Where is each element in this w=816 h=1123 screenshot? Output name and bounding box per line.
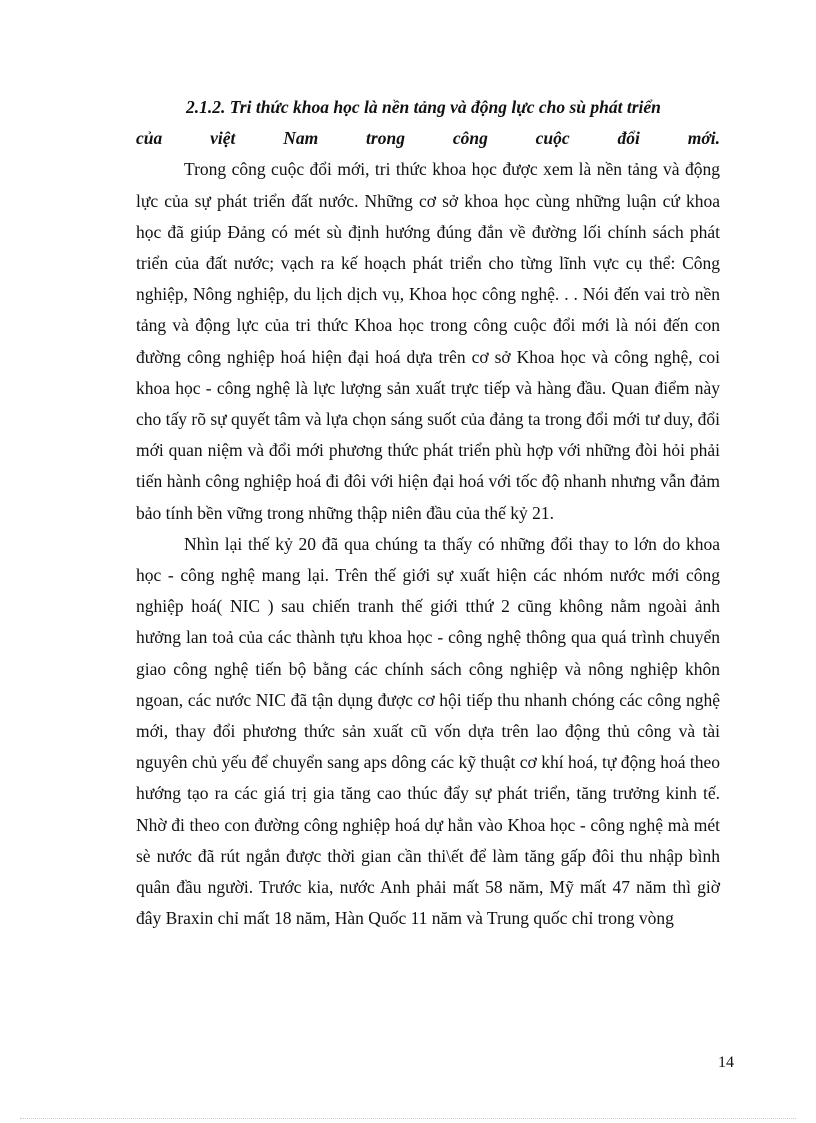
paragraph-1: Trong công cuộc đổi mới, tri thức khoa học được xem là nền tảng và động lực của sự phát triển đất nước. Những cơ sở khoa học cùng những luận cứ khoa học đã giúp Đảng có mét sù định hướng đúng đắn về đường lối chính sách phát triển của đất nước; vạch ra kế hoạch phát triển cho từng lĩnh vực cụ thể: Công nghiệp, Nông nghiệp, du lịch dịch vụ, Khoa học công nghệ. . . Nói đến vai trò nền tảng và động lực của tri thức Khoa học trong công cuộc đổi mới là nói đến con đường công nghiệp hoá hiện đại hoá dựa trên cơ sở Khoa học và công nghệ, coi khoa học - công nghệ là lực lượng sản xuất trực tiếp và hàng đầu. Quan điểm này cho tấy rõ sự quyết tâm và lựa chọn sáng suốt của đảng ta trong đổi mới tư duy, đổi mới quan niệm và đổi mới phương thức phát triển phù hợp với những đòi hỏi phải tiến hành công nghiệp hoá đi đôi với hiện đại hoá với tốc độ nhanh nhưng vẫn đảm bảo tính bền vững trong những thập niên đầu của thế kỷ 21. xyxy=(136,159,720,523)
footer-divider xyxy=(20,1118,796,1119)
page-number: 14 xyxy=(718,1054,734,1071)
section-heading-line-1: 2.1.2. Tri thức khoa học là nền tảng và động lực cho sù phát triển xyxy=(186,97,661,117)
body-text xyxy=(136,92,720,934)
section-heading-line-2: của việt Nam trong công cuộc đổi mới. xyxy=(136,128,720,149)
paragraph-2: Nhìn lại thế kỷ 20 đã qua chúng ta thấy có những đổi thay to lớn do khoa học - công nghệ mang lại. Trên thế giới sự xuất hiện các nhóm nước mới công nghiệp hoá( NIC ) sau chiến tranh thế giới tthứ 2 cũng không nằm ngoài ảnh hưởng lan toả của các thành tựu khoa học - công nghệ thông qua quá trình chuyển giao công nghệ tiến bộ bằng các chính sách công nghiệp và nông nghiệp khôn ngoan, các nước NIC đã tận dụng được cơ hội tiếp thu nhanh chóng các công nghệ mới, thay đổi phương thức sản xuất cũ vốn dựa trên lao động thủ công và tài nguyên chủ yếu để chuyển sang aps dông các kỹ thuật cơ khí hoá, tự động hoá theo hướng tạo ra các giá trị gia tăng cao thúc đẩy sự phát triển, tăng trưởng kinh tế. Nhờ đi theo con đường công nghiệp hoá dự hẳn vào Khoa học - công nghệ mà mét sè nước đã rút ngắn được thời gian cần thi\ết để làm tăng gấp đôi thu nhập bình quân đầu người. Trước kia, nước Anh phải mất 58 năm, Mỹ mất 47 năm thì giờ đây Braxin chỉ mất 18 năm, Hàn Quốc 11 năm và Trung quốc chỉ trong vòng xyxy=(136,533,720,929)
